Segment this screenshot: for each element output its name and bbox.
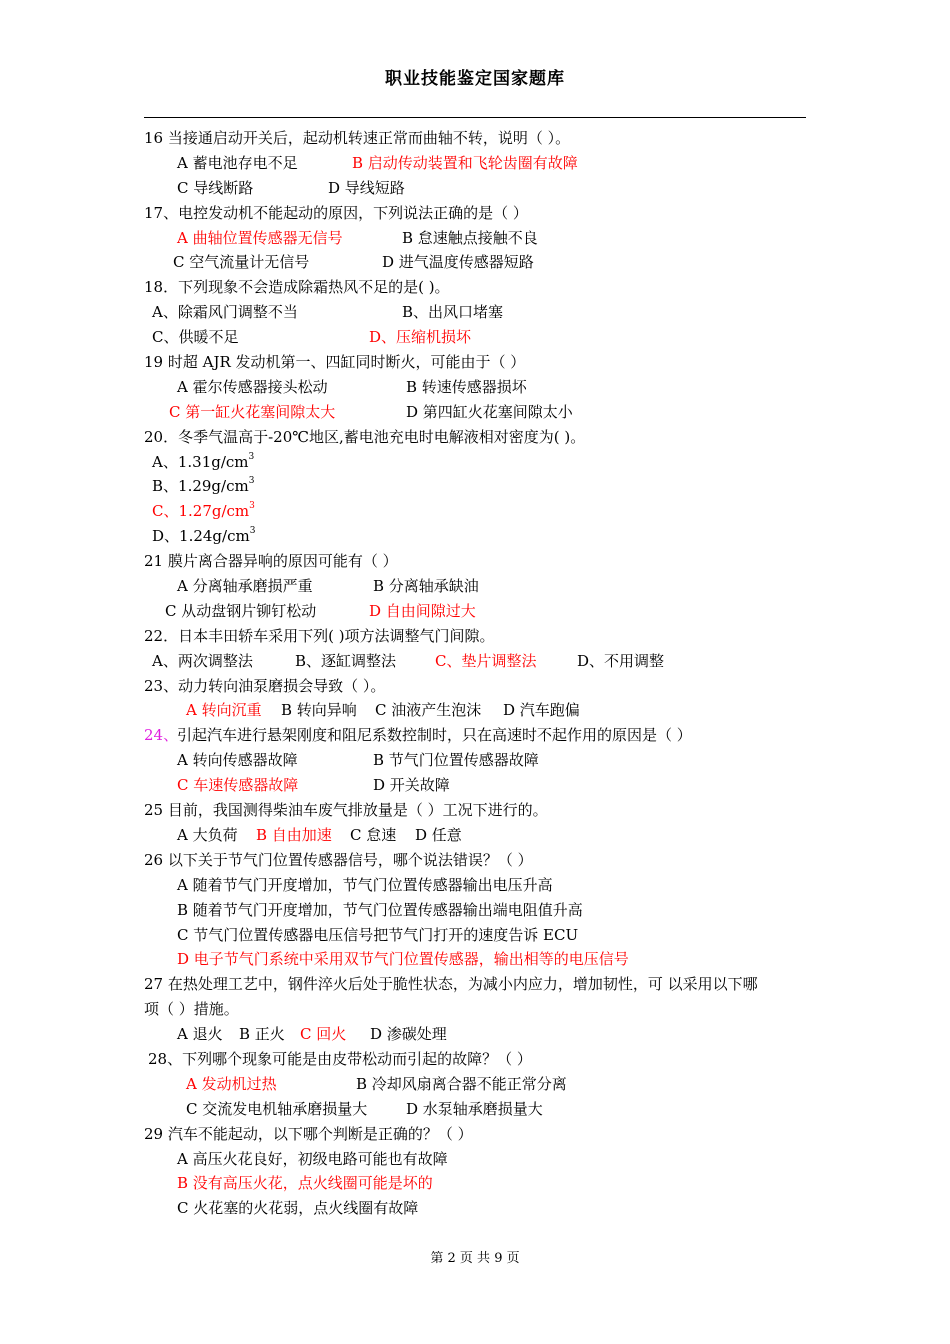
question-stem — [0, 848, 950, 873]
option-22-d: D、不用调整 — [577, 651, 665, 670]
option-27-b: B 正火 — [239, 1025, 285, 1044]
option-24-a: A 转向传感器故障 — [177, 751, 298, 770]
option-20-d-text: D、1.24g/cm — [152, 527, 250, 546]
option-row — [0, 923, 950, 948]
option-row — [0, 151, 950, 176]
option-16-a: A 蓄电池存电不足 — [177, 153, 298, 172]
question-25-stem: 25 目前，我国测得柴油车废气排放量是（ ）工况下进行的。 — [144, 801, 548, 820]
option-17-c: C 空气流量计无信号 — [173, 253, 310, 272]
option-25-b-answer: B 自由加速 — [256, 825, 332, 844]
option-24-c-answer: C 车速传感器故障 — [177, 776, 299, 795]
option-21-a: A 分离轴承磨损严重 — [177, 577, 313, 596]
option-row — [0, 1147, 950, 1172]
option-row — [0, 250, 950, 275]
question-stem — [0, 723, 950, 748]
option-24-b: B 节气门位置传感器故障 — [373, 751, 539, 770]
question-27-stem-cont: 项（ ）措施。 — [144, 1000, 239, 1019]
question-22-stem: 22．日本丰田轿车采用下列( )项方法调整气门间隙。 — [144, 626, 495, 645]
option-row — [0, 400, 950, 425]
option-28-d: D 水泵轴承磨损量大 — [406, 1099, 543, 1118]
option-29-c: C 火花塞的火花弱，点火线圈有故障 — [177, 1199, 419, 1218]
page-header: 职业技能鉴定国家题库 — [385, 69, 565, 89]
option-21-d-answer: D 自由间隙过大 — [369, 601, 476, 620]
option-row — [0, 1171, 950, 1196]
option-row — [0, 375, 950, 400]
option-21-c: C 从动盘钢片铆钉松动 — [165, 601, 317, 620]
question-stem-continued — [0, 997, 950, 1022]
option-28-c: C 交流发电机轴承磨损量大 — [186, 1099, 368, 1118]
option-27-d: D 渗碳处理 — [370, 1025, 447, 1044]
option-row — [0, 300, 950, 325]
option-23-b: B 转向异响 — [281, 701, 357, 720]
question-list — [0, 126, 950, 1221]
option-29-b-answer: B 没有高压火花，点火线圈可能是坏的 — [177, 1174, 433, 1193]
option-26-d-answer: D 电子节气门系统中采用双节气门位置传感器，输出相等的电压信号 — [177, 950, 629, 969]
option-24-d: D 开关故障 — [373, 776, 450, 795]
question-23-stem: 23、动力转向油泵磨损会导致（ ）。 — [144, 676, 386, 695]
option-20-a — [152, 450, 254, 475]
question-24-number: 24、 — [144, 726, 179, 745]
question-20-stem: 20．冬季气温高于-20℃地区,蓄电池充电时电解液相对密度为( )。 — [144, 427, 586, 446]
option-20-d — [152, 524, 255, 549]
question-18-stem: 18．下列现象不会造成除霜热风不足的是( )。 — [144, 278, 450, 297]
page-footer: 第 2 页 共 9 页 — [430, 1251, 520, 1266]
option-19-d: D 第四缸火花塞间隙太小 — [406, 402, 573, 421]
option-row — [0, 524, 950, 549]
option-23-c: C 油液产生泡沫 — [375, 701, 482, 720]
option-row — [0, 698, 950, 723]
option-22-b: B、逐缸调整法 — [295, 651, 397, 670]
option-row — [0, 474, 950, 499]
option-25-c: C 怠速 — [350, 825, 397, 844]
option-27-c-answer: C 回火 — [300, 1025, 347, 1044]
option-20-c-text: C、1.27g/cm — [152, 502, 250, 521]
question-16-stem: 16 当接通启动开关后，起动机转速正常而曲轴不转，说明（ ）。 — [144, 129, 571, 147]
question-26-stem: 26 以下关于节气门位置传感器信号，哪个说法错误？（ ） — [144, 850, 533, 869]
question-stem — [0, 798, 950, 823]
question-stem — [0, 201, 950, 226]
option-28-b: B 冷却风扇离合器不能正常分离 — [356, 1074, 567, 1093]
option-row — [0, 574, 950, 599]
option-20-b — [152, 474, 254, 499]
question-19-stem: 19 时超 AJR 发动机第一、四缸同时断火，可能由于（ ） — [144, 353, 526, 372]
superscript: 3 — [249, 501, 255, 512]
superscript: 3 — [248, 476, 255, 487]
question-stem — [0, 350, 950, 375]
question-stem — [0, 425, 950, 450]
option-20-c-answer — [152, 499, 255, 524]
question-27-stem: 27 在热处理工艺中，钢件淬火后处于脆性状态，为减小内应力，增加韧性，可 以采用以下哪 — [144, 975, 758, 994]
option-22-c-answer: C、垫片调整法 — [435, 651, 537, 670]
question-stem — [0, 1122, 950, 1147]
option-row — [0, 176, 950, 201]
question-stem — [0, 126, 950, 151]
option-19-c-answer: C 第一缸火花塞间隙太大 — [169, 402, 336, 421]
question-28-stem: 28、下列哪个现象可能是由皮带松动而引起的故障？（ ） — [148, 1049, 532, 1068]
option-16-c: C 导线断路 — [177, 178, 254, 197]
option-row — [0, 823, 950, 848]
option-26-a: A 随着节气门开度增加，节气门位置传感器输出电压升高 — [177, 875, 553, 894]
question-stem — [0, 275, 950, 300]
option-16-d: D 导线短路 — [328, 178, 405, 197]
option-18-b: B、出风口堵塞 — [402, 303, 504, 322]
option-28-a-answer: A 发动机过热 — [186, 1074, 277, 1093]
option-18-c: C、供暖不足 — [152, 328, 239, 347]
question-stem — [0, 1047, 950, 1072]
option-19-a: A 霍尔传感器接头松动 — [177, 377, 328, 396]
option-row — [0, 599, 950, 624]
header-rule — [144, 117, 806, 118]
option-row — [0, 773, 950, 798]
option-18-d-answer: D、压缩机损坏 — [369, 328, 472, 347]
option-18-a: A、除霜风门调整不当 — [152, 303, 298, 322]
option-16-b-answer: B 启动传动装置和飞轮齿圈有故障 — [352, 153, 578, 172]
option-21-b: B 分离轴承缺油 — [373, 577, 479, 596]
option-26-c: C 节气门位置传感器电压信号把节气门打开的速度告诉 ECU — [177, 925, 579, 944]
option-row — [0, 873, 950, 898]
option-26-b: B 随着节气门开度增加，节气门位置传感器输出端电阻值升高 — [177, 900, 583, 919]
question-17-stem: 17、电控发动机不能起动的原因，下列说法正确的是（ ） — [144, 203, 528, 222]
option-row — [0, 1196, 950, 1221]
question-24-stem: 引起汽车进行悬架刚度和阻尼系数控制时，只在高速时不起作用的原因是（ ） — [177, 726, 692, 745]
option-row — [0, 499, 950, 524]
question-stem — [0, 549, 950, 574]
option-17-a-answer: A 曲轴位置传感器无信号 — [177, 228, 343, 247]
superscript: 3 — [248, 451, 255, 462]
option-row — [0, 947, 950, 972]
option-22-a: A、两次调整法 — [152, 651, 253, 670]
option-29-a: A 高压火花良好，初级电路可能也有故障 — [177, 1149, 448, 1168]
question-stem — [0, 624, 950, 649]
option-20-a-text: A、1.31g/cm — [152, 452, 249, 471]
option-19-b: B 转速传感器损坏 — [406, 377, 527, 396]
option-row — [0, 1022, 950, 1047]
question-stem — [0, 674, 950, 699]
option-25-d: D 任意 — [415, 825, 462, 844]
option-17-d: D 进气温度传感器短路 — [382, 253, 534, 272]
option-row — [0, 1097, 950, 1122]
option-row — [0, 649, 950, 674]
superscript: 3 — [249, 526, 256, 537]
question-29-stem: 29 汽车不能起动，以下哪个判断是正确的？（ ） — [144, 1124, 473, 1143]
option-row — [0, 898, 950, 923]
option-row — [0, 1072, 950, 1097]
question-stem — [0, 972, 950, 997]
option-row — [0, 325, 950, 350]
option-20-b-text: B、1.29g/cm — [152, 477, 249, 496]
option-23-d: D 汽车跑偏 — [503, 701, 580, 720]
option-23-a-answer: A 转向沉重 — [186, 701, 262, 720]
option-row — [0, 748, 950, 773]
option-25-a: A 大负荷 — [177, 825, 238, 844]
option-row — [0, 450, 950, 475]
option-27-a: A 退火 — [177, 1025, 223, 1044]
question-21-stem: 21 膜片离合器异响的原因可能有（ ） — [144, 552, 398, 571]
option-row — [0, 226, 950, 251]
option-17-b: B 怠速触点接触不良 — [402, 228, 538, 247]
